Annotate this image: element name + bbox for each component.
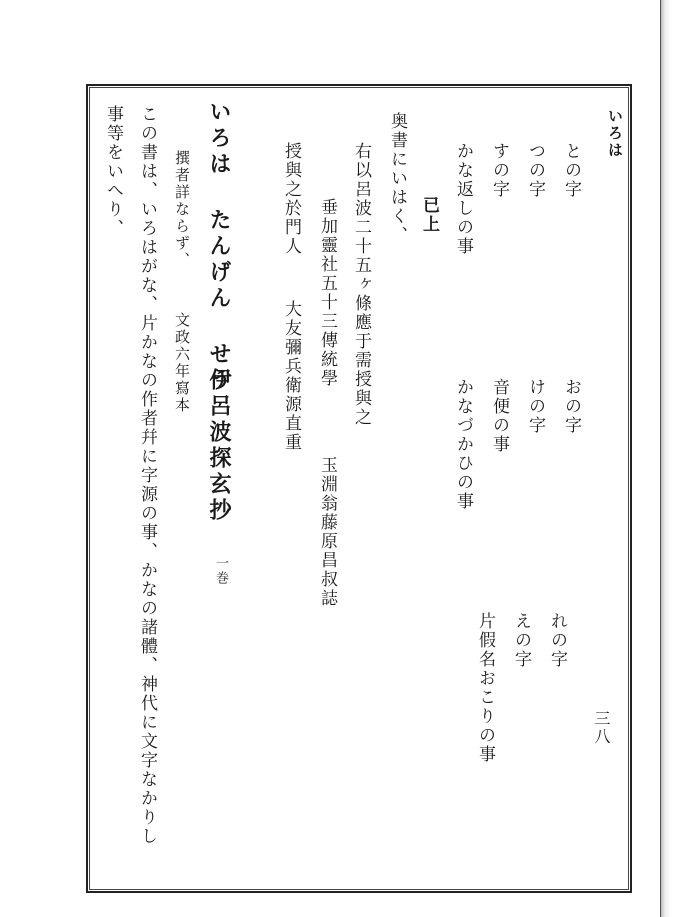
- toc-item: 片假名おこりの事: [475, 612, 495, 764]
- entry-title: 伊呂波探玄抄: [206, 368, 232, 524]
- toc-item: おの字: [561, 378, 581, 435]
- entry-title-reading: いろは たんげん せう: [206, 100, 232, 394]
- toc-item: すの字: [489, 142, 509, 199]
- colophon-signature: 玉淵翁藤原昌叔誌: [317, 456, 337, 608]
- toc-item: 音便の事: [489, 378, 509, 454]
- entry-meta: 文政六年寫本: [173, 312, 191, 414]
- toc-item: えの字: [511, 612, 531, 669]
- colophon-signature: 大友彌兵衛源直重: [281, 300, 301, 452]
- toc-end-mark: 已上: [419, 196, 439, 234]
- toc-item: つの字: [525, 142, 545, 199]
- toc-item: かなづかひの事: [453, 378, 473, 511]
- entry-meta: 撰者詳ならず、: [173, 150, 191, 269]
- running-head: いろは: [606, 108, 624, 159]
- entry-volumes: 一巻: [213, 556, 228, 586]
- colophon-line: 授與之於門人: [281, 142, 301, 256]
- colophon-line: 垂加靈社五十三傳統學: [317, 198, 337, 388]
- entry-body-line: 事等をいへり、: [103, 105, 123, 238]
- toc-item: れの字: [547, 612, 567, 669]
- colophon-line: 右以呂波二十五ヶ條應于需授與之: [351, 142, 371, 427]
- entry-body-line: この書は、いろはがな、片かなの作者幷に字源の事、かなの諸體、神代に文字なかりし: [137, 105, 157, 846]
- colophon-intro: 奥書にいはく、: [387, 112, 407, 245]
- toc-item: けの字: [525, 378, 545, 435]
- toc-item: との字: [561, 142, 581, 199]
- page-edge: [660, 0, 671, 917]
- page-number: 三八: [592, 710, 611, 746]
- toc-item: かな返しの事: [453, 142, 473, 256]
